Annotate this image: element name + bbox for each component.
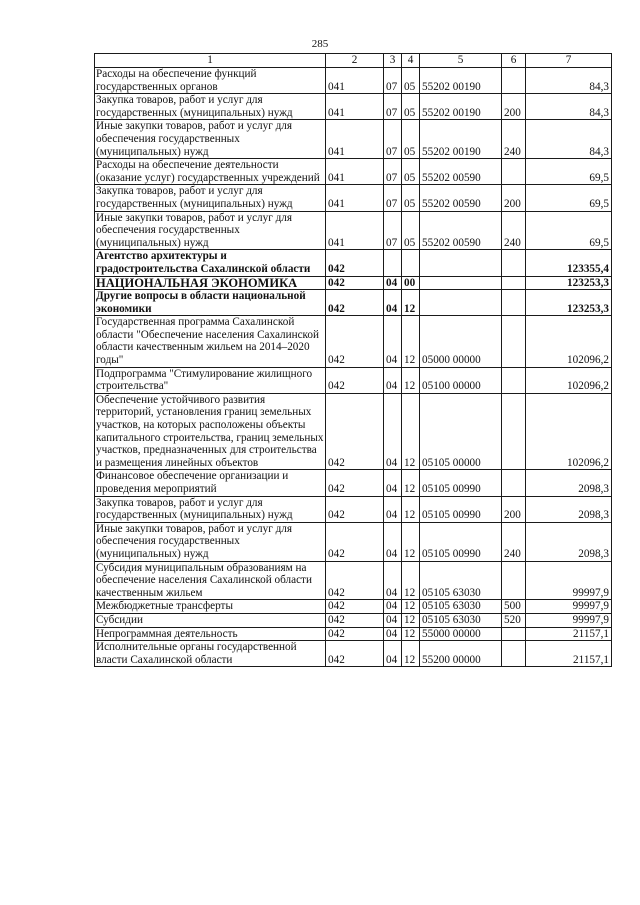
table-row [95, 600, 612, 614]
row-section-code-cell: 042 [326, 496, 384, 522]
row-expense-type-cell [502, 367, 526, 393]
row-target-article-cell: 05105 63030 [420, 561, 502, 600]
row-amount-cell: 84,3 [526, 94, 612, 120]
row-amount-cell: 21157,1 [526, 627, 612, 641]
row-section-code-cell: 041 [326, 159, 384, 185]
row-subchapter-cell: 12 [402, 496, 420, 522]
row-subchapter-cell: 12 [402, 613, 420, 627]
row-subchapter-cell: 12 [402, 316, 420, 367]
row-chapter-cell: 04 [384, 470, 402, 496]
row-subchapter-cell: 12 [402, 561, 420, 600]
table-row [95, 641, 612, 667]
row-amount-cell: 99997,9 [526, 600, 612, 614]
table-row [95, 276, 612, 290]
table-header-row [95, 54, 612, 68]
row-section-code-cell: 042 [326, 641, 384, 667]
row-chapter-cell: 04 [384, 290, 402, 316]
row-expense-type-cell: 520 [502, 613, 526, 627]
row-amount-cell: 2098,3 [526, 496, 612, 522]
row-chapter-cell: 04 [384, 367, 402, 393]
row-subchapter-cell: 05 [402, 185, 420, 211]
row-chapter-cell: 07 [384, 120, 402, 159]
row-section-code-cell: 042 [326, 316, 384, 367]
row-subchapter-cell: 12 [402, 367, 420, 393]
row-expense-type-cell [502, 276, 526, 290]
row-chapter-cell: 04 [384, 316, 402, 367]
row-chapter-cell: 04 [384, 600, 402, 614]
row-name-cell: Обеспечение устойчивого развития территорий, установления границ земельных участков, на которых расположены объекты капитального строительства, границ земельных участков, предназначенных для строительства и размещения линейных объектов [96, 393, 324, 469]
row-chapter-cell: 07 [384, 159, 402, 185]
row-expense-type-cell: 240 [502, 211, 526, 250]
row-section-code-cell: 042 [326, 613, 384, 627]
row-chapter-cell: 07 [384, 211, 402, 250]
row-section-code-cell: 041 [326, 120, 384, 159]
row-section-code-cell: 042 [326, 250, 384, 276]
row-expense-type-cell: 200 [502, 185, 526, 211]
row-expense-type-cell [502, 159, 526, 185]
table-row [95, 94, 612, 120]
row-name-cell: НАЦИОНАЛЬНАЯ ЭКОНОМИКА [95, 276, 326, 290]
row-expense-type-cell: 200 [502, 94, 526, 120]
row-chapter-cell: 04 [384, 613, 402, 627]
header-cell: 5 [420, 54, 502, 68]
row-subchapter-cell: 00 [402, 276, 420, 290]
row-target-article-cell: 05105 00000 [420, 393, 502, 470]
row-subchapter-cell: 12 [402, 393, 420, 470]
row-expense-type-cell [502, 470, 526, 496]
row-target-article-cell: 55202 00190 [420, 120, 502, 159]
row-chapter-cell: 04 [384, 496, 402, 522]
row-target-article-cell: 05105 63030 [420, 600, 502, 614]
header-cell: 3 [384, 54, 402, 68]
row-section-code-cell: 042 [326, 627, 384, 641]
row-chapter-cell: 07 [384, 185, 402, 211]
row-target-article-cell [420, 276, 502, 290]
header-cell: 6 [502, 54, 526, 68]
row-chapter-cell [384, 250, 402, 276]
table-row [95, 496, 612, 522]
row-expense-type-cell [502, 68, 526, 94]
row-name-cell: Закупка товаров, работ и услуг для государственных (муниципальных) нужд [95, 496, 326, 522]
row-name-cell: Исполнительные органы государственной власти Сахалинской области [95, 641, 326, 667]
table-row [95, 393, 612, 470]
row-chapter-cell: 04 [384, 627, 402, 641]
table-row [95, 627, 612, 641]
row-name-cell: Непрограммная деятельность [95, 627, 326, 641]
row-section-code-cell: 041 [326, 185, 384, 211]
row-chapter-cell: 04 [384, 561, 402, 600]
row-chapter-cell: 07 [384, 94, 402, 120]
row-target-article-cell: 55202 00590 [420, 185, 502, 211]
table-row [95, 367, 612, 393]
row-chapter-cell: 04 [384, 276, 402, 290]
row-name-cell: Межбюджетные трансферты [95, 600, 326, 614]
row-expense-type-cell [502, 290, 526, 316]
row-section-code-cell: 042 [326, 290, 384, 316]
row-name-cell: Государственная программа Сахалинской области "Обеспечение населения Сахалинской области качественным жильем на 2014–2020 годы" [95, 316, 326, 367]
row-name-cell: Иные закупки товаров, работ и услуг для обеспечения государственных (муниципальных) нужд [95, 120, 326, 159]
row-expense-type-cell [502, 316, 526, 367]
row-amount-cell: 102096,2 [526, 367, 612, 393]
table-row [95, 561, 612, 600]
table-body [95, 54, 612, 667]
row-expense-type-cell: 500 [502, 600, 526, 614]
header-cell: 4 [402, 54, 420, 68]
row-amount-cell: 2098,3 [526, 522, 612, 561]
table-row [95, 613, 612, 627]
row-section-code-cell: 041 [326, 211, 384, 250]
row-name-cell: Субсидии [95, 613, 326, 627]
row-expense-type-cell: 240 [502, 120, 526, 159]
row-amount-cell: 21157,1 [526, 641, 612, 667]
row-target-article-cell: 55000 00000 [420, 627, 502, 641]
row-target-article-cell: 55200 00000 [420, 641, 502, 667]
row-name-cell: Иные закупки товаров, работ и услуг для обеспечения государственных (муниципальных) нужд [95, 522, 326, 561]
row-amount-cell: 99997,9 [526, 613, 612, 627]
row-name-cell: Агентство архитектуры и градостроительства Сахалинской области [95, 250, 326, 276]
row-expense-type-cell [502, 627, 526, 641]
row-subchapter-cell: 12 [402, 522, 420, 561]
row-expense-type-cell [502, 641, 526, 667]
row-name-cell: Субсидия муниципальным образованиям на обеспечение населения Сахалинской области качественным жильем [95, 561, 326, 600]
row-chapter-cell: 04 [384, 522, 402, 561]
row-expense-type-cell [502, 393, 526, 470]
row-section-code-cell: 042 [326, 393, 384, 470]
table-row [95, 522, 612, 561]
row-target-article-cell [420, 250, 502, 276]
row-target-article-cell: 05105 00990 [420, 470, 502, 496]
row-amount-cell: 123253,3 [526, 276, 612, 290]
row-subchapter-cell: 05 [402, 68, 420, 94]
row-amount-cell: 102096,2 [526, 316, 612, 367]
row-amount-cell: 69,5 [526, 185, 612, 211]
row-amount-cell: 69,5 [526, 159, 612, 185]
row-target-article-cell: 05105 63030 [420, 613, 502, 627]
row-subchapter-cell: 12 [402, 600, 420, 614]
row-section-code-cell: 041 [326, 94, 384, 120]
row-subchapter-cell: 05 [402, 159, 420, 185]
header-cell: 7 [526, 54, 612, 68]
row-section-code-cell: 042 [326, 470, 384, 496]
row-amount-cell: 69,5 [526, 211, 612, 250]
table-row [95, 316, 612, 367]
table-row [95, 250, 612, 276]
row-subchapter-cell: 05 [402, 94, 420, 120]
row-expense-type-cell [502, 250, 526, 276]
row-amount-cell: 123253,3 [526, 290, 612, 316]
row-name-cell: Другие вопросы в области национальной экономики [95, 290, 326, 316]
row-section-code-cell: 042 [326, 367, 384, 393]
row-amount-cell: 102096,2 [526, 393, 612, 470]
row-amount-cell: 84,3 [526, 120, 612, 159]
row-chapter-cell: 04 [384, 641, 402, 667]
row-section-code-cell: 042 [326, 561, 384, 600]
table-row [95, 120, 612, 159]
table-row [95, 211, 612, 250]
table-row [95, 68, 612, 94]
row-target-article-cell: 55202 00190 [420, 94, 502, 120]
row-subchapter-cell: 05 [402, 211, 420, 250]
row-target-article-cell: 05105 00990 [420, 522, 502, 561]
row-section-code-cell: 042 [326, 522, 384, 561]
row-section-code-cell: 042 [326, 276, 384, 290]
row-expense-type-cell: 200 [502, 496, 526, 522]
row-subchapter-cell: 12 [402, 290, 420, 316]
row-expense-type-cell: 240 [502, 522, 526, 561]
row-target-article-cell: 55202 00590 [420, 159, 502, 185]
row-amount-cell: 123355,4 [526, 250, 612, 276]
row-section-code-cell: 041 [326, 68, 384, 94]
budget-table [94, 53, 612, 667]
row-name-cell: Закупка товаров, работ и услуг для государственных (муниципальных) нужд [95, 94, 326, 120]
row-name-cell: Закупка товаров, работ и услуг для государственных (муниципальных) нужд [95, 185, 326, 211]
row-subchapter-cell: 05 [402, 120, 420, 159]
header-cell: 2 [326, 54, 384, 68]
row-target-article-cell: 05000 00000 [420, 316, 502, 367]
row-name-cell: Финансовое обеспечение организации и проведения мероприятий [95, 470, 326, 496]
table-row [95, 159, 612, 185]
row-amount-cell: 99997,9 [526, 561, 612, 600]
row-name-cell: Подпрограмма "Стимулирование жилищного строительства" [95, 367, 326, 393]
row-target-article-cell: 55202 00590 [420, 211, 502, 250]
row-subchapter-cell: 12 [402, 627, 420, 641]
header-cell: 1 [95, 54, 326, 68]
page-number: 285 [311, 38, 329, 50]
row-chapter-cell: 07 [384, 68, 402, 94]
row-name-cell: Расходы на обеспечение деятельности (оказание услуг) государственных учреждений [95, 159, 326, 185]
row-name-cell: Расходы на обеспечение функций государственных органов [95, 68, 326, 94]
row-amount-cell: 2098,3 [526, 470, 612, 496]
row-chapter-cell: 04 [384, 393, 402, 470]
row-amount-cell: 84,3 [526, 68, 612, 94]
table-row [95, 185, 612, 211]
row-name-cell: Иные закупки товаров, работ и услуг для обеспечения государственных (муниципальных) нужд [95, 211, 326, 250]
row-target-article-cell: 05105 00990 [420, 496, 502, 522]
table-row [95, 470, 612, 496]
row-target-article-cell: 05100 00000 [420, 367, 502, 393]
row-target-article-cell: 55202 00190 [420, 68, 502, 94]
row-subchapter-cell [402, 250, 420, 276]
row-expense-type-cell [502, 561, 526, 600]
row-section-code-cell: 042 [326, 600, 384, 614]
table-row [95, 290, 612, 316]
row-target-article-cell [420, 290, 502, 316]
row-subchapter-cell: 12 [402, 470, 420, 496]
row-subchapter-cell: 12 [402, 641, 420, 667]
